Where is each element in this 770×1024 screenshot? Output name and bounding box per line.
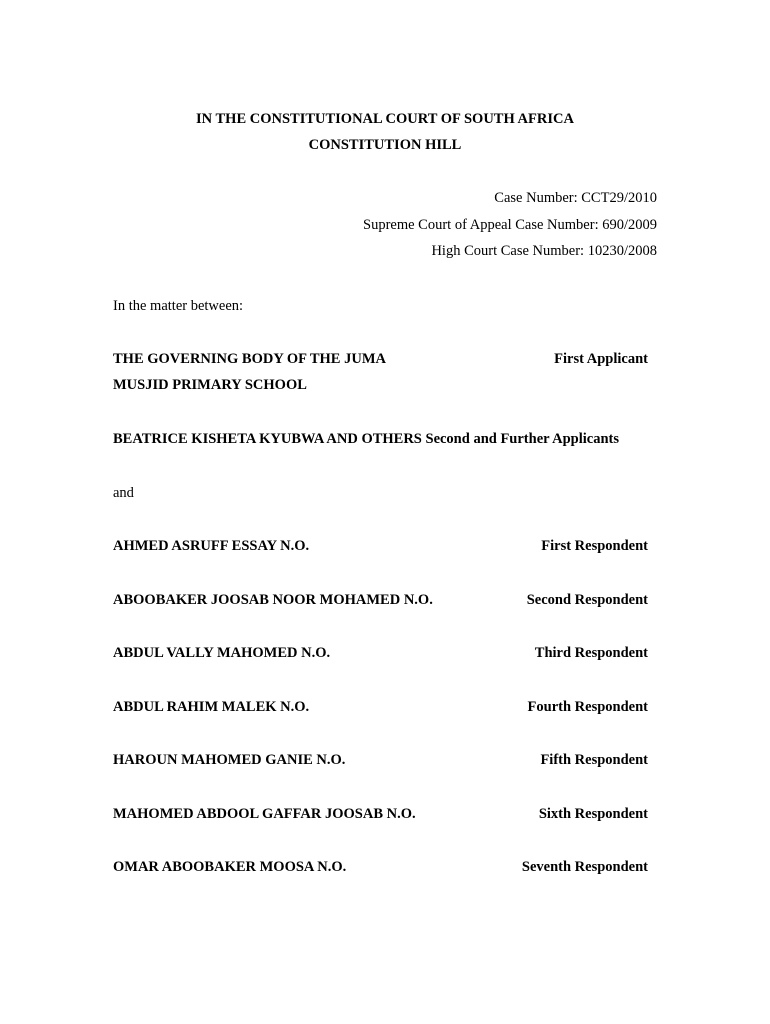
respondent-name: ABDUL VALLY MAHOMED N.O. — [113, 645, 331, 661]
court-heading: IN THE CONSTITUTIONAL COURT OF SOUTH AFRICA — [196, 111, 574, 127]
respondent-name: MAHOMED ABDOOL GAFFAR JOOSAB N.O. — [113, 806, 416, 822]
first-applicant-name-line1: THE GOVERNING BODY OF THE JUMA — [113, 351, 386, 367]
respondent-name: OMAR ABOOBAKER MOOSA N.O. — [113, 859, 347, 875]
case-number-sca: Supreme Court of Appeal Case Number: 690/2009 — [363, 217, 657, 233]
case-number-hc: High Court Case Number: 10230/2008 — [431, 243, 657, 259]
respondent-name: HAROUN MAHOMED GANIE N.O. — [113, 752, 346, 768]
respondent-role: Third Respondent — [534, 645, 648, 661]
respondent-role: First Respondent — [541, 538, 648, 554]
respondent-role: Sixth Respondent — [538, 806, 648, 822]
respondent-role: Second Respondent — [526, 592, 648, 608]
first-applicant-role: First Applicant — [554, 351, 648, 367]
court-location: CONSTITUTION HILL — [308, 137, 462, 153]
respondent-role: Fifth Respondent — [540, 752, 648, 768]
conjunction-and: and — [113, 485, 134, 501]
respondent-name: ABOOBAKER JOOSAB NOOR MOHAMED N.O. — [113, 592, 433, 608]
respondent-name: ABDUL RAHIM MALEK N.O. — [113, 699, 310, 715]
respondent-name: AHMED ASRUFF ESSAY N.O. — [113, 538, 310, 554]
intro-text: In the matter between: — [113, 298, 244, 314]
respondent-role: Seventh Respondent — [521, 859, 648, 875]
respondent-role: Fourth Respondent — [527, 699, 648, 715]
second-applicants-line: BEATRICE KISHETA KYUBWA AND OTHERS Second and Further Applicants — [113, 431, 620, 447]
case-number-cc: Case Number: CCT29/2010 — [494, 190, 657, 206]
first-applicant-name-line2: MUSJID PRIMARY SCHOOL — [113, 377, 307, 393]
